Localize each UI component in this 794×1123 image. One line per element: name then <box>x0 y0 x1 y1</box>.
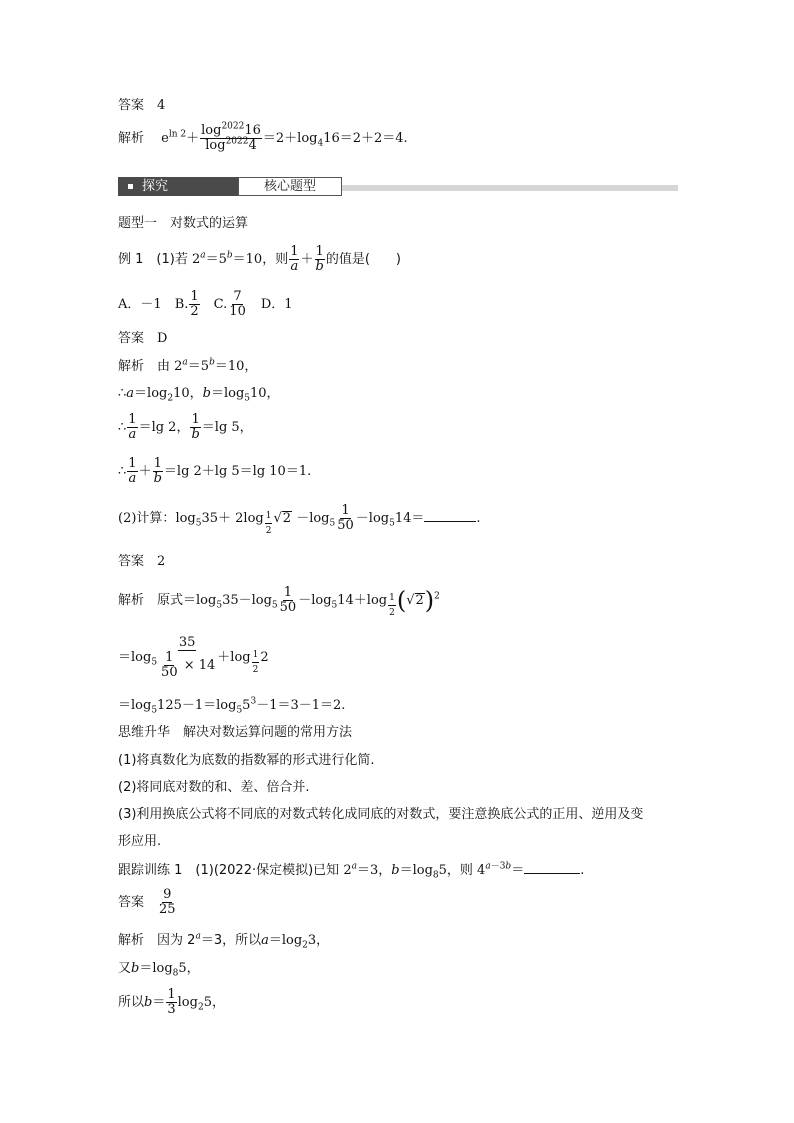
answer-line-4: 答案 $\frac{9}{25}$ <box>118 887 176 917</box>
summary-title: 思维升华 解决对数运算问题的常用方法 <box>118 725 353 740</box>
summary-item-3: (3)利用换底公式将不同底的对数式转化成同底的对数式，要注意换底公式的正用、逆用及变 <box>118 807 644 822</box>
option-b-label: B. <box>174 297 189 312</box>
answer-value: 4 <box>157 98 166 113</box>
analysis-line-11: 所以b＝ $\frac{1}{3}$ $\log_25$， <box>118 987 225 1017</box>
square-icon <box>128 184 133 189</box>
analysis-line-9: 解析 因为 $2^a=3$，所以$a=\log_23$， <box>118 931 330 951</box>
question-type-heading: 题型一 对数式的运算 <box>118 216 249 231</box>
analysis-line-6: 解析 原式$=\log_535-\log_5$ $\frac{1}{50}$ $-\log_514+\log$ $_{\frac{1}{2}}$ $(√2)^2$ <box>118 585 440 618</box>
analysis-line-7: $=\log_5$ 35 $\frac{1}{50}$ × 14 ＋log $_{\frac{1}{2}}$ 2 <box>118 634 269 680</box>
section-band <box>118 177 678 196</box>
problem-2-line: (2)计算：$\log_535+ 2\log$ $_{\frac{1}{2}}$ $√2 -\log_5$ $\frac{1}{50}$ $-\log_514=$ . <box>118 503 481 536</box>
option-c-label: C. <box>213 297 228 312</box>
answer-line-1 <box>118 97 165 115</box>
options-line: A．－1 B. $\frac{1}{2}$ C. $\frac{7}{10}$ D．1 <box>118 289 293 319</box>
analysis-line-3: $\therefore a=\log_210$，$b=\log_510$， <box>118 386 280 404</box>
summary-item-3-cont: 形应用. <box>118 834 162 849</box>
analysis-line-1: 解析 $e^{ln 2}+$ $\frac{\log^{2022}16}{\log^{2022}4}$ $=2+\log_416=2+2=4$. <box>118 121 408 153</box>
analysis-line-8: $=\log_5125-1=\log_55^3-1=3-1=2$. <box>118 696 346 716</box>
summary-item-2: (2)将同底对数的和、差、倍合并. <box>118 780 310 795</box>
answer-line-3: 答案 2 <box>118 554 166 569</box>
option-a: A．－1 <box>118 297 162 312</box>
answer-blank <box>424 509 476 522</box>
analysis-line-5: ∴ $\frac{1}{a}$ ＋ $\frac{1}{b}$ ＝lg 2＋lg 5＝lg 10＝1. <box>118 456 312 486</box>
analysis-line-10: 又$b=\log_85$， <box>118 961 200 979</box>
answer-label: 答案 <box>118 98 145 113</box>
answer-line-2: 答案 D <box>118 331 168 346</box>
option-d: D．1 <box>260 297 293 312</box>
training-1-line: 跟踪训练 1 (1)(2022·保定模拟)已知 $2^a=3$，$b=\log_85$，则 $4^{a-3b}=$ . <box>118 861 585 881</box>
band-tag-dark: 探究 <box>118 177 238 196</box>
band-tag-light: 核心题型 <box>238 177 342 196</box>
analysis-label: 解析 <box>118 131 145 146</box>
analysis-line-4: ∴ $\frac{1}{a}$ ＝lg 2， $\frac{1}{b}$ ＝lg 5， <box>118 412 253 442</box>
example-1-line: 例 1 (1)若 $2^a=5^b=10$，则 $\frac{1}{a}$ ＋ $\frac{1}{b}$ 的值是( ) <box>118 244 401 274</box>
fraction: $\frac{\log^{2022}16}{\log^{2022}4}$ <box>201 121 261 153</box>
summary-item-1: (1)将真数化为底数的指数幂的形式进行化简. <box>118 753 375 768</box>
answer-blank <box>524 861 580 874</box>
analysis-line-2: 解析 由 $2^a=5^b=10$， <box>118 357 258 374</box>
